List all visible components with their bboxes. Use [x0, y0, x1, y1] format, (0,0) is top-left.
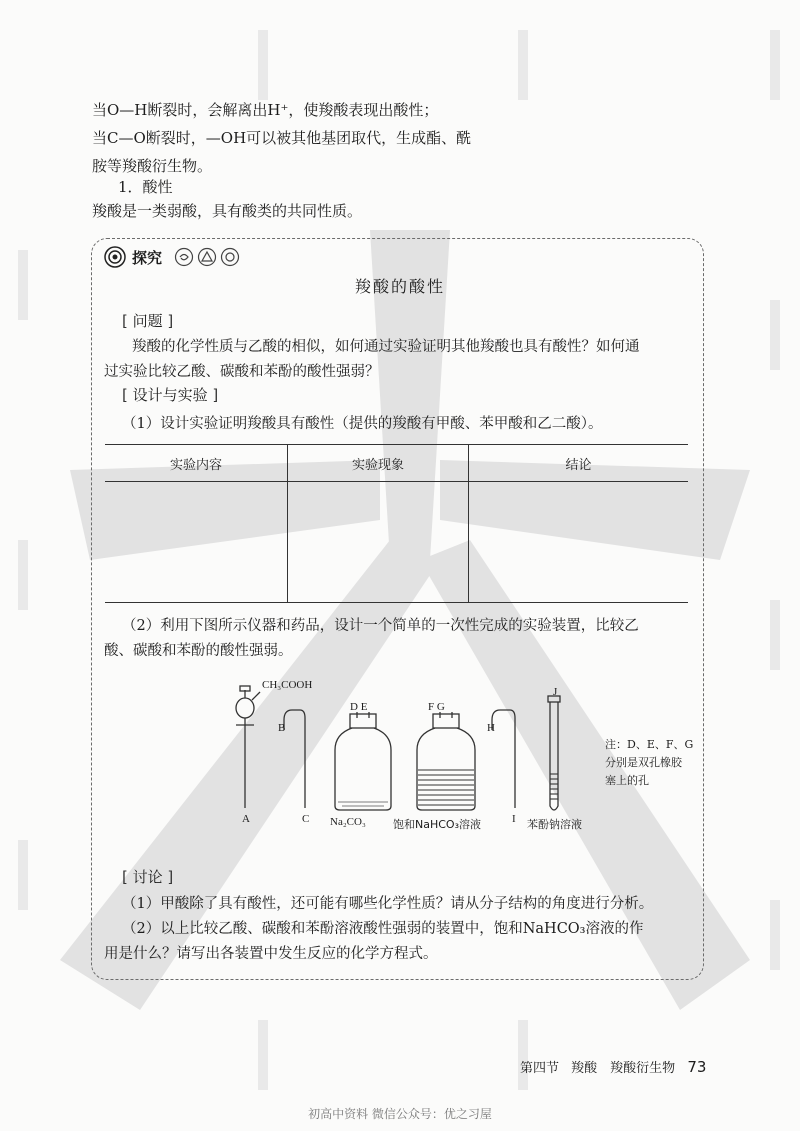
label-phenolate: 苯酚钠溶液: [527, 818, 582, 831]
label-i: I: [512, 813, 516, 825]
circle-icon: [220, 247, 240, 267]
explore-target-icon: [104, 246, 126, 268]
note-line-3: 塞上的孔: [605, 774, 649, 787]
question-line-1: 羧酸的化学性质与乙酸的相似，如何通过实验证明其他羧酸也具有酸性？如何通: [132, 339, 640, 355]
section-heading: 1．酸性: [118, 178, 173, 196]
table-cell: [469, 482, 689, 603]
page-number: 73: [687, 1058, 707, 1076]
table-cell: [288, 482, 469, 603]
discussion-2-line-1: （2）以上比较乙酸、碳酸和苯酚溶液酸性强弱的装置中，饱和NaHCO₃溶液的作: [122, 921, 644, 937]
experiment-table: [105, 444, 688, 603]
label-b: B: [278, 722, 286, 734]
explore-label: 探究: [132, 248, 163, 267]
apparatus-note: [605, 736, 695, 790]
table-row: [105, 482, 688, 603]
intro-line-2: 当C—O断裂时，—OH可以被其他基团取代，生成酯、酰: [92, 129, 472, 147]
bent-tube-bc: [284, 710, 305, 808]
design-heading: [ 设计与实验 ]: [122, 386, 219, 404]
separatory-funnel: [236, 686, 260, 808]
spiral-icon: [174, 247, 194, 267]
question-line-2: 过实验比较乙酸、碳酸和苯酚的酸性强弱？: [104, 364, 380, 380]
label-a: A: [242, 813, 250, 825]
bottom-watermark-text: 初高中资料 微信公众号：优之习屋: [308, 1107, 492, 1121]
label-acid: CH₃COOH: [262, 679, 313, 691]
table-cell: [105, 482, 288, 603]
design-1-text: （1）设计实验证明羧酸具有酸性（提供的羧酸有甲酸、苯甲酸和乙二酸）。: [122, 416, 603, 432]
question-heading: [ 问题 ]: [122, 312, 174, 330]
note-line-2: 分别是双孔橡胶: [605, 756, 682, 769]
bent-tube-hi: [492, 710, 515, 808]
table-header-phenomenon: 实验现象: [288, 445, 469, 482]
section-text: 羧酸是一类弱酸，具有酸类的共同性质。: [92, 202, 363, 220]
label-j: J: [553, 686, 558, 698]
test-tube: [548, 696, 560, 810]
label-c: C: [302, 813, 310, 825]
label-fg: F G: [428, 701, 445, 713]
explore-title: 羧酸的酸性: [354, 277, 445, 296]
footer-section: 第四节: [520, 1061, 560, 1076]
label-na2co3: Na₂CO₃: [330, 816, 366, 828]
discussion-1: （1）甲酸除了具有酸性，还可能有哪些化学性质？请从分子结构的角度进行分析。: [122, 896, 654, 912]
discussion-heading: [ 讨论 ]: [122, 868, 174, 886]
design-2-line-1: （2）利用下图所示仪器和药品，设计一个简单的一次性完成的实验装置，比较乙: [122, 618, 639, 634]
triangle-icon: [197, 247, 217, 267]
label-de: D E: [350, 701, 368, 713]
intro-line-3: 胺等羧酸衍生物。: [92, 157, 213, 175]
explore-header: [104, 246, 240, 268]
bottle-na2co3: [335, 712, 391, 810]
label-h: H: [487, 722, 495, 734]
design-2-line-2: 酸、碳酸和苯酚的酸性强弱。: [104, 643, 293, 659]
discussion-2-line-2: 用是什么？请写出各装置中发生反应的化学方程式。: [104, 946, 438, 962]
footer-title: 羧酸 羧酸衍生物: [571, 1061, 676, 1076]
intro-paragraph: [92, 96, 532, 180]
table-header-content: 实验内容: [105, 445, 288, 482]
page-footer: [520, 1057, 706, 1076]
note-line-1: 注：D、E、F、G: [605, 738, 694, 751]
intro-line-1: 当O—H断裂时，会解离出H⁺，使羧酸表现出酸性；: [92, 101, 439, 119]
table-header-conclusion: 结论: [469, 445, 689, 482]
label-nahco3: 饱和NaHCO₃溶液: [393, 818, 481, 831]
